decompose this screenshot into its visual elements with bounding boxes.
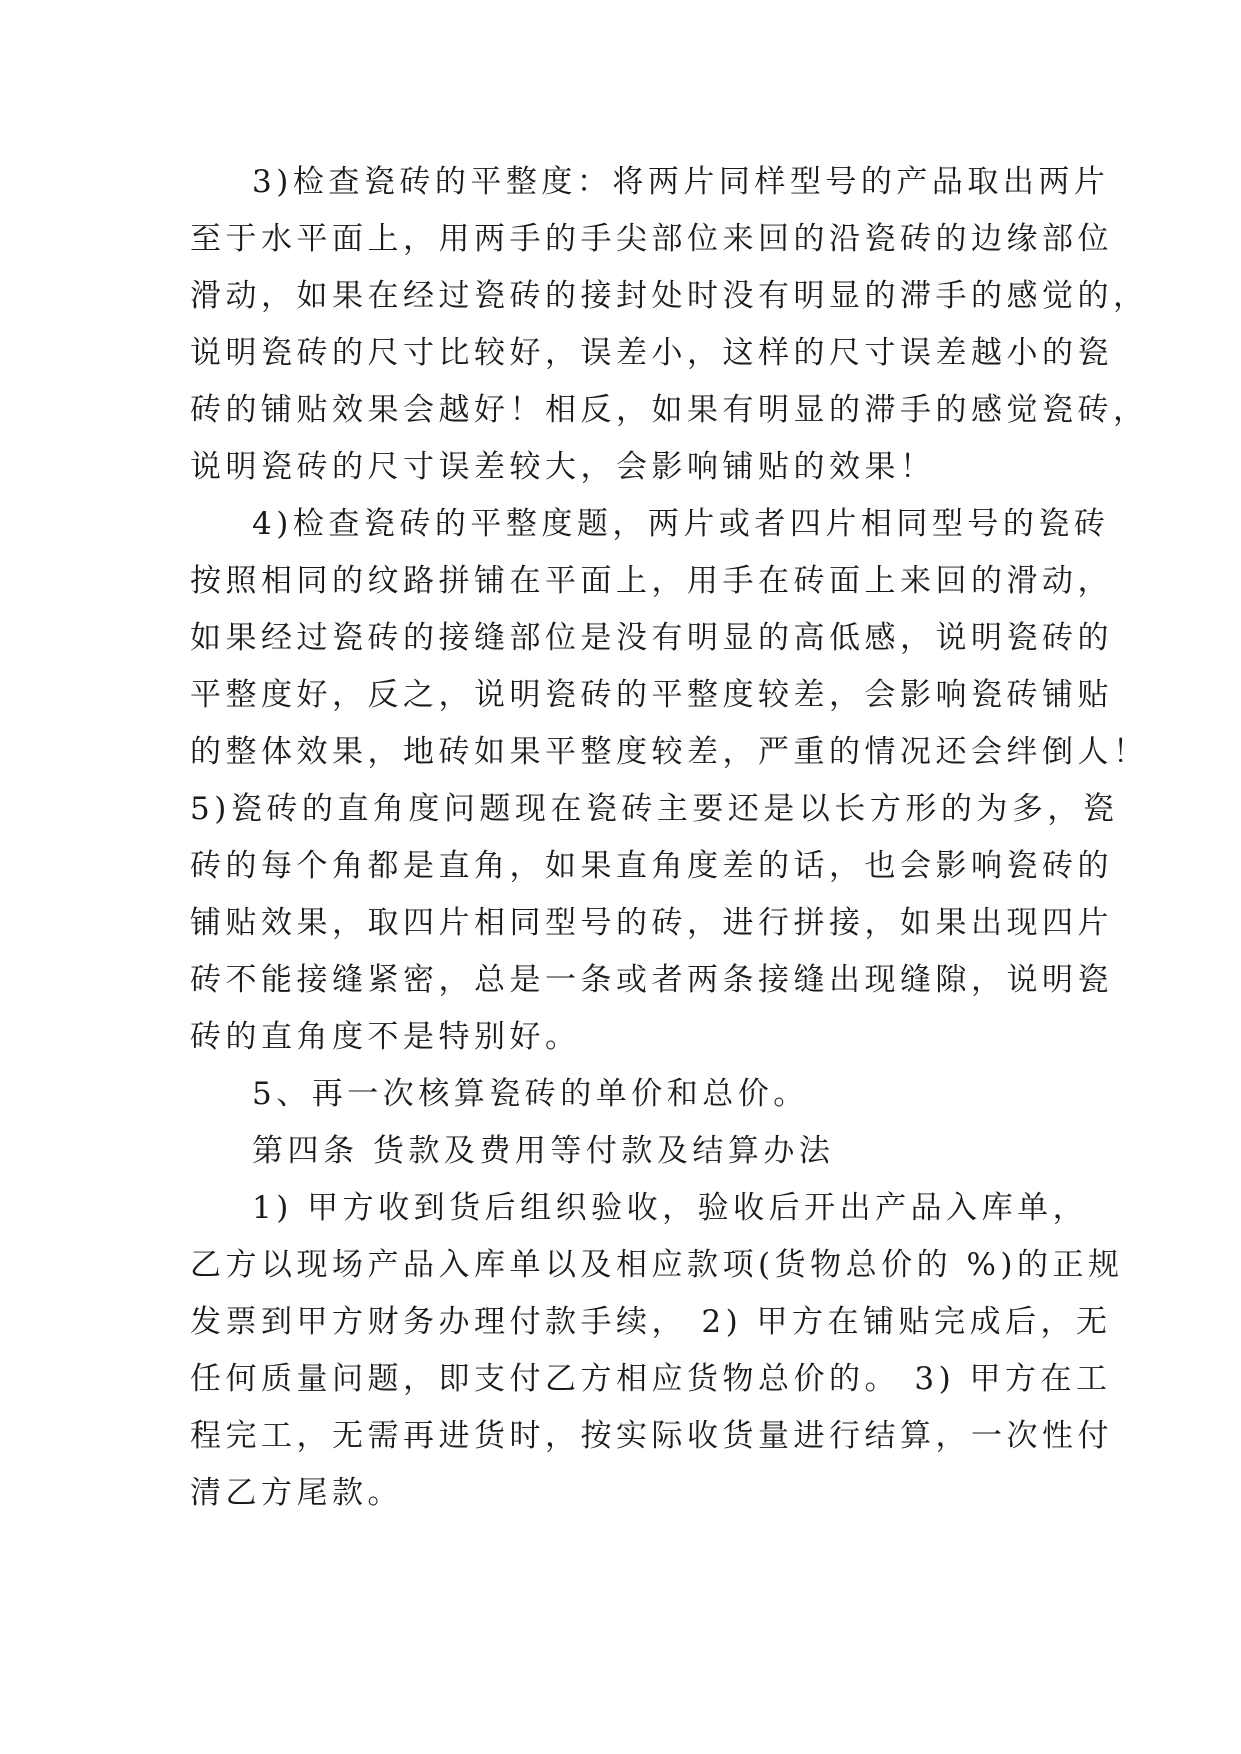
paragraph-line: 平整度好，反之，说明瓷砖的平整度较差，会影响瓷砖铺贴 [190,677,1113,713]
paragraph-line: 发票到甲方财务办理付款手续， 2) 甲方在铺贴完成后，无 [190,1304,1112,1340]
paragraph-line: 4)检查瓷砖的平整度题，两片或者四片相同型号的瓷砖 [252,506,1110,542]
paragraph-line: 3)检查瓷砖的平整度：将两片同样型号的产品取出两片 [252,164,1110,200]
paragraph-line: 说明瓷砖的尺寸误差较大，会影响铺贴的效果！ [190,449,936,485]
paragraph-line: 说明瓷砖的尺寸比较好，误差小，这样的尺寸误差越小的瓷 [190,335,1113,371]
paragraph-line: 滑动，如果在经过瓷砖的接封处时没有明显的滞手的感觉的， [190,278,1149,314]
paragraph-line: 铺贴效果，取四片相同型号的砖，进行拼接，如果出现四片 [190,905,1113,941]
paragraph-line: 砖的直角度不是特别好。 [190,1019,581,1055]
paragraph-line: 砖的每个角都是直角，如果直角度差的话，也会影响瓷砖的 [190,848,1113,884]
paragraph-line: 任何质量问题，即支付乙方相应货物总价的。 3) 甲方在工 [190,1361,1112,1397]
paragraph-line: 1) 甲方收到货后组织验收，验收后开出产品入库单， [252,1190,1089,1226]
paragraph-line: 5、再一次核算瓷砖的单价和总价。 [252,1076,809,1112]
section-heading: 第四条 货款及费用等付款及结算办法 [252,1133,835,1169]
paragraph-line: 乙方以现场产品入库单以及相应款项(货物总价的 %)的正规 [190,1247,1124,1283]
paragraph-line: 砖的铺贴效果会越好！相反，如果有明显的滞手的感觉瓷砖， [190,392,1149,428]
paragraph-line: 清乙方尾款。 [190,1475,403,1511]
paragraph-line: 如果经过瓷砖的接缝部位是没有明显的高低感，说明瓷砖的 [190,620,1113,656]
paragraph-line: 5)瓷砖的直角度问题现在瓷砖主要还是以长方形的为多，瓷 [190,791,1119,827]
paragraph-line: 至于水平面上，用两手的手尖部位来回的沿瓷砖的边缘部位 [190,221,1113,257]
paragraph-line: 砖不能接缝紧密，总是一条或者两条接缝出现缝隙，说明瓷 [190,962,1113,998]
paragraph-line: 按照相同的纹路拼铺在平面上，用手在砖面上来回的滑动， [190,563,1113,599]
paragraph-line: 的整体效果，地砖如果平整度较差，严重的情况还会绊倒人！ [190,734,1149,770]
paragraph-line: 程完工，无需再进货时，按实际收货量进行结算，一次性付 [190,1418,1113,1454]
